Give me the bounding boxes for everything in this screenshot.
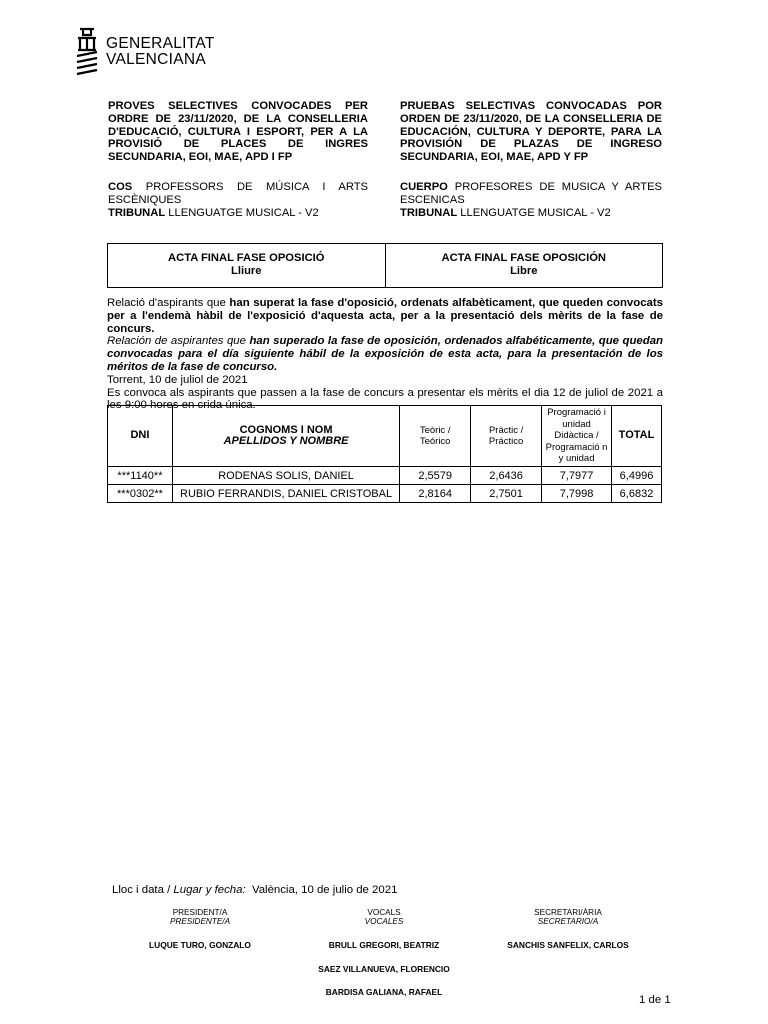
results-table bbox=[107, 405, 662, 503]
relacio-convoca: Es convoca als aspirants que passen a la fase de concurs a presentar els mèrits el dia 12 de juliol de 2021 a les 9:00 hores en crida única. bbox=[107, 386, 663, 412]
header-programacio: Programació i unidad Didàctica / Programació n y unidad bbox=[542, 406, 612, 467]
cell-dni: ***1140** bbox=[108, 467, 173, 485]
tribunal-line-es: TRIBUNAL LLENGUATGE MUSICAL - V2 bbox=[400, 206, 611, 219]
cell-name: RODENAS SOLIS, DANIEL bbox=[172, 467, 399, 485]
cell-total: 6,6832 bbox=[612, 485, 662, 503]
table-header-row bbox=[108, 406, 662, 467]
logo-line2: VALENCIANA bbox=[106, 51, 207, 68]
cell-teoric: 2,8164 bbox=[400, 485, 471, 503]
secretari-name: SANCHIS SANFELIX, CARLOS bbox=[507, 940, 629, 950]
header-teoric: Teòric / Teórico bbox=[400, 406, 471, 467]
cell-programacio: 7,7998 bbox=[542, 485, 612, 503]
header-practic: Pràctic / Práctico bbox=[471, 406, 542, 467]
tribunal-line-val: TRIBUNAL LLENGUATGE MUSICAL - V2 bbox=[108, 206, 319, 219]
president-name: LUQUE TURO, GONZALO bbox=[149, 940, 251, 950]
relacio-text bbox=[107, 297, 663, 412]
cell-teoric: 2,5579 bbox=[400, 467, 471, 485]
president-role: PRESIDENT/A PRESIDENTE/A bbox=[169, 908, 231, 926]
vocal-name-2: SAEZ VILLANUEVA, FLORENCIO bbox=[318, 964, 450, 974]
cell-practic: 2,6436 bbox=[471, 467, 542, 485]
cell-total: 6,4996 bbox=[612, 467, 662, 485]
vocals-role: VOCALS VOCALES bbox=[364, 908, 404, 926]
relacio-val: Relació d'aspirants que han superat la fase d'oposició, ordenats alfabèticament, que queden convocats per a l'endemà hàbil de l'exposició d'aquesta acta, per a la presentació dels mèrits de la fase de concurs. bbox=[107, 297, 663, 335]
vocal-name-3: BARDISA GALIANA, RAFAEL bbox=[325, 987, 443, 997]
cos-line-val: COS PROFESSORS DE MÚSICA I ARTS ESCÈNIQUES bbox=[108, 180, 368, 206]
table-row bbox=[108, 467, 662, 485]
acta-title-es: ACTA FINAL FASE OPOSICIÓN Libre bbox=[385, 244, 663, 287]
header-spanish bbox=[400, 100, 662, 219]
relacio-date: Torrent, 10 de juliol de 2021 bbox=[107, 373, 248, 386]
page-number: 1 de 1 bbox=[639, 994, 671, 1006]
relacio-es: Relación de aspirantes que han superado la fase de oposición, ordenados alfabéticamente, que quedan convocadas para el día siguiente hábil de la exposición de esta acta, para la presentación de los méritos de la fase de concurso. bbox=[107, 335, 663, 373]
lloc-data: Lloc i data / Lugar y fecha: València, 10 de julio de 2021 bbox=[112, 884, 398, 896]
header-total: TOTAL bbox=[612, 406, 662, 467]
lloc-value: València, 10 de julio de 2021 bbox=[251, 884, 398, 896]
order-text-val: PROVES SELECTIVES CONVOCADES PER ORDRE DE 23/11/2020, DE LA CONSELLERIA D'EDUCACIÓ, CULTURA I ESPORT, PER A LA PROVISIÓ DE PLACES DE INGRES SECUNDARIA, EOI, MAE, APD I FP bbox=[108, 100, 368, 164]
header-name: COGNOMS I NOM APELLIDOS Y NOMBRE bbox=[172, 406, 399, 467]
cos-line-es: CUERPO PROFESORES DE MUSICA Y ARTES ESCENICAS bbox=[400, 180, 662, 206]
acta-title-val: ACTA FINAL FASE OPOSICIÓ Lliure bbox=[168, 252, 325, 277]
generalitat-emblem-icon bbox=[74, 26, 100, 78]
header-valencian bbox=[108, 100, 368, 219]
generalitat-logo bbox=[74, 26, 215, 78]
cell-programacio: 7,7977 bbox=[542, 467, 612, 485]
header-dni: DNI bbox=[108, 406, 173, 467]
cell-name: RUBIO FERRANDIS, DANIEL CRISTOBAL bbox=[172, 485, 399, 503]
cell-practic: 2,7501 bbox=[471, 485, 542, 503]
secretari-role: SECRETARI/ÀRIA SECRETARIO/A bbox=[534, 908, 602, 926]
acta-title-box bbox=[107, 243, 663, 288]
cell-dni: ***0302** bbox=[108, 485, 173, 503]
order-text-es: PRUEBAS SELECTIVAS CONVOCADAS POR ORDEN DE 23/11/2020, DE LA CONSELLERIA DE EDUCACIÓN, CULTURA Y DEPORTE, PARA LA PROVISIÓN DE PLAZAS DE INGRESO SECUNDARIA, EOI, MAE, APD Y FP bbox=[400, 100, 662, 164]
logo-line1: GENERALITAT bbox=[106, 35, 215, 52]
table-row bbox=[108, 485, 662, 503]
vocal-name-1: BRULL GREGORI, BEATRIZ bbox=[328, 940, 440, 950]
